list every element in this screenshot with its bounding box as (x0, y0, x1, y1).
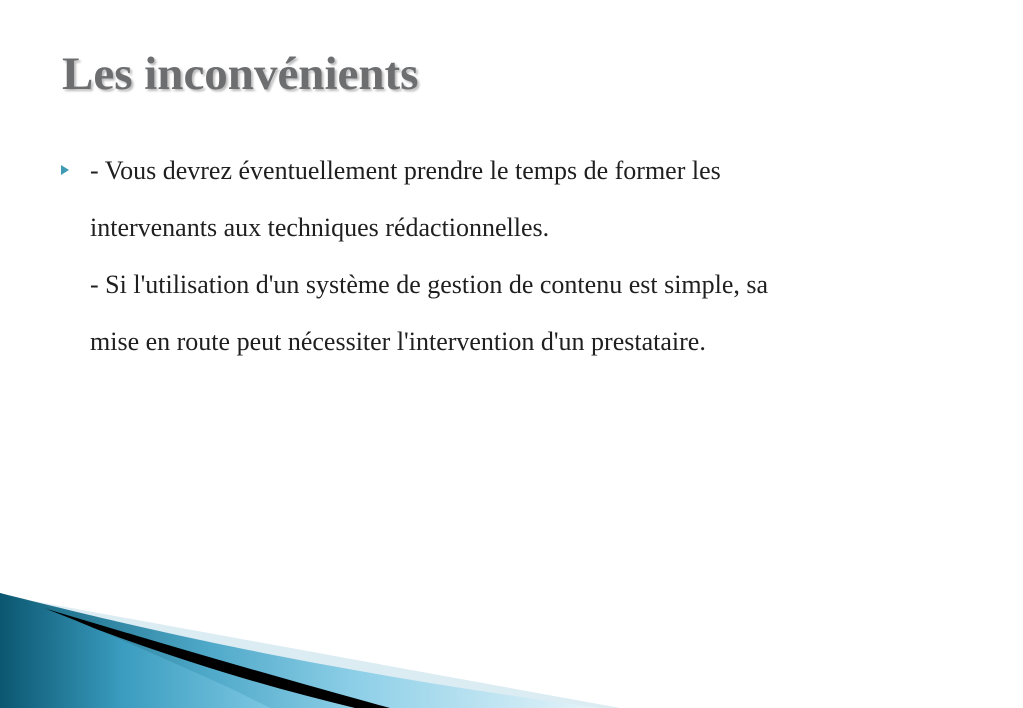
bullet-item (60, 152, 940, 370)
corner-wave-decoration (0, 593, 620, 708)
triangle-right-icon (60, 152, 90, 176)
bullet-text (90, 142, 940, 370)
bullet-line-4: mise en route peut nécessiter l'intervention d'un prestataire. (90, 327, 706, 356)
slide-title: Les inconvénients (62, 48, 419, 100)
bullet-line-3: - Si l'utilisation d'un système de gestion de contenu est simple, sa (90, 270, 769, 299)
bullet-line-2: intervenants aux techniques rédactionnelles. (90, 213, 550, 242)
slide-content (60, 152, 940, 370)
bullet-line-1: - Vous devrez éventuellement prendre le temps de former les (90, 156, 721, 185)
